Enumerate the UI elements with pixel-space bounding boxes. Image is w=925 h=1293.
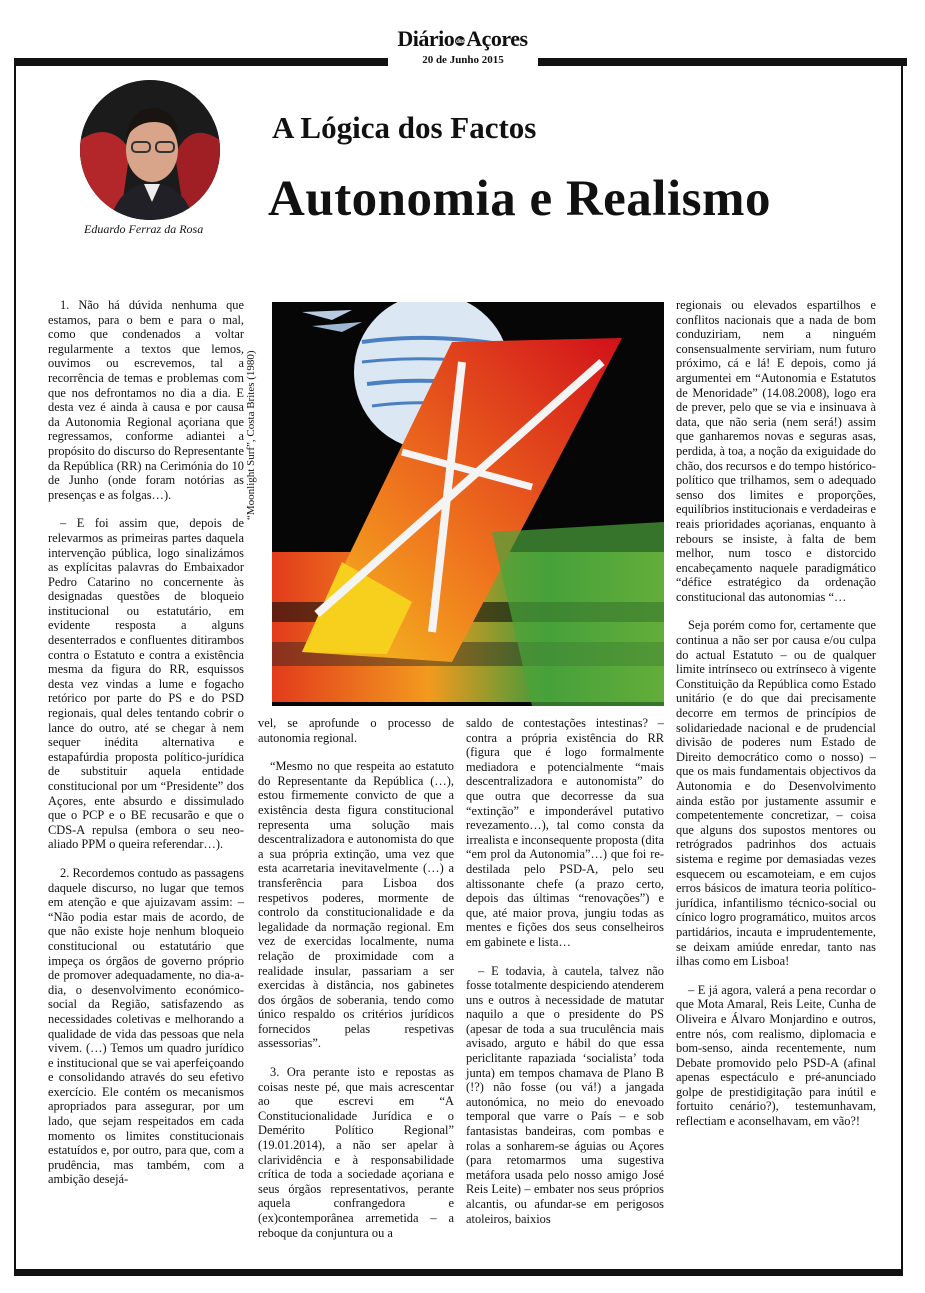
paragraph: saldo de contestações intestinas? – contra a própria existência do RR (figura que é logo formalmente mediadora e potencialmente “mais descentralizadora e autonomista” do que outra que decorresse da sua “extinção” e imponderável putativo revezamento…), tal como consta da irrealista e inconsequente proposta (dita “em prol da Autonomia”…) que foi re-destilada pelo PSD-A, pelo seu altissonante chefe (a prazo certo, depois das últimas “renovações”) e que, até maior prova, jungiu todas as mentes e fições dos seus conselheiros em gabinete e lista… (466, 716, 664, 949)
newspaper-masthead: Diário dosAçores (397, 26, 528, 51)
text-column-3 (466, 716, 664, 1240)
paragraph: regionais ou elevados espartilhos e conflitos nacionais que a nada de bom conduziriam, nem a ninguém consensualmente serviriam, num futuro próximo, cá e lá! E depois, como já argumentei em “Autonomia e Estatutos de Menoridade” (14.08.2008), logo era de prever, pelo que se via e insinuava à data, que não seria (nem será!) assim que ganharemos novas e seguras asas, perdida, à toa, a noção da exiguidade do chão, dos recursos e do tempo histórico-político que trilhamos, sem o adequado senso dos limites e proporções, equilíbrios institucionais e verdadeiras e reais prioridades açorianas, enquanto à rebours se insiste, à falta de bem melhor, num tosco e distorcido encabeçamento naquele paradigmático “défice estratégico da ordenação constitucional das autonomias “… (676, 298, 876, 604)
paragraph: – E foi assim que, depois de relevarmos as primeiras partes daquela intervenção pública, logo sinalizámos as explícitas palavras do Embaixador Pedro Catarino no concernente às designadas questões de bloqueio institucional ou estatutário, em evidente resposta a alguns desenterrados e confluentes ditirambos contra o Estatuto e contra a existência mesma da figura do RR, esquissos desta vez vindas a lume e fogacho retórico por parte do PS e do PSD regionais, qual deles tentando cobrir o lance do outro, até se chegar à nem sequer inédita alternativa e estapafúrdia proposta político-jurídica de substituir aquela entidade constitucional por um “Presidente” dos Açores, ente absurdo e dissimulado que o PCP e o BE recusarão e que o CDS-A repulsa (embora o seu neo-aliado PPM o queira referendar…). (48, 516, 244, 852)
author-name: Eduardo Ferraz da Rosa (84, 222, 204, 236)
paragraph: Seja porém como for, certamente que continua a não ser por causa e/ou culpa do actual Estatuto – ou de qualquer limite intrínseco ou extrínseco à vigente Constituição da República como Estado unitário (e do que dai precisamente decorre em termos de princípios de solidariedade nacional e de prudencial divisão de poderes num Estado de Direito democrático como o nosso) – que os mais fundamentais objectivos da Autonomia e do Desenvolvimento ainda estão por justamente assumir e competentemente concretizar, – coisa que alguns dos supostos mentores ou retrógrados padrinhos dos actuais sistema e regime por demasiadas vezes esquecem ou escamoteiam, e em cujos erros básicos de imatura teoria político-jurídica, infantilismo técnico-social ou cínico logro programático, muitos arcos partidários, incauta e imprudentemente, se deixam amiúde enredar, tanto nas ilhas como em Lisboa! (676, 618, 876, 969)
paragraph: – E já agora, valerá a pena recordar o que Mota Amaral, Reis Leite, Cunha de Oliveira e Álvaro Monjardino e outros, entre nós, com realismo, diplomacia e bom-senso, ainda recentemente, num Debate promovido pelo PSD-A (afinal apenas espectáculo e pré-anunciado golpe de prestidigitação para inútil e fortuito cenário?), testemunhavam, reflectiam e aconselhavam, em vão?! (676, 982, 876, 1129)
text-column-1 (48, 298, 244, 1201)
text-column-4 (676, 298, 876, 1143)
paragraph: vel, se aprofunde o processo de autonomia regional. (258, 716, 454, 745)
dos-emblem: dos (455, 36, 465, 45)
paragraph: – E todavia, à cautela, talvez não fosse totalmente despiciendo atenderem uns e outros à necessidade de matutar naquilo a que o presidente do PS (apesar de toda a sua truculência mais avisado, arguto e hábil do que essa periclitante rapaziada ‘socialista’ toda junta) em tempos chamava de Plano B (!?) não fosse (ou vá!) a jangada autonómica, no meio do enevoado temporal que varre o País – e sob fantasistas bandeiras, com pombas e rolas a sonharem-se águias ou Açores (para retomarmos uma sugestiva metáfora usada pelo nosso amigo José Reis Leite) – embater nos seus próprios alcantis, ou afundar-se em perigosos atoleiros, baixios (466, 963, 664, 1226)
column-title: A Lógica dos Factos (272, 110, 537, 145)
paragraph: 1. Não há dúvida nenhuma que estamos, para o bem e para o mal, como que condenados a voltar regularmente a textos que lemos, ouvimos ou escrevemos, tal a recorrência de temas e problemas com que nos defrontamos no dia a dia. E desta vez é ainda à causa e por causa da Autonomia Regional açoriana que regressamos, conforme adiantei a propósito do discurso do Representante da República (RR) na Cerimónia do 10 de Junho (onde foram notórias as presenças e as folgas…). (48, 298, 244, 502)
article-headline: Autonomia e Realismo (268, 171, 771, 227)
image-caption: “Moonlight Surf”, Costa Brites (1980) (245, 350, 257, 520)
paragraph: 2. Recordemos contudo as passagens daquele discurso, no lugar que temos em atenção e que ajuizavam assim: – “Não podia estar mais de acordo, de que não existe hoje nenhum bloqueio constitucional ou estatutário que impeça os órgãos de governo próprio de promover adequadamente, no dia-a-dia, o desenvolvimento económico-social da Região, satisfazendo as necessidades coletivas e melhorando a qualidade de vida das pessoas que nela vivem. (…) Temos um quadro jurídico e institucional que se vai aperfeiçoando e consolidando através do seu efetivo exercício. Ele contém os mecanismos apropriados para assegurar, por um lado, que sejam respeitados em cada momento os limites constitucionais estatuídos e, por outro, para que, com a prudência, mas também, com a ambição desejá- (48, 865, 244, 1187)
paragraph: 3. Ora perante isto e repostas as coisas neste pé, que mais acrescentar ao que escrevi em “A Constitucionalidade Jurídica e o Demérito Político Regional” (19.01.2014), a não ser apelar à clarividência e à responsabilidade crítica de toda a sociedade açoriana e seus órgãos representativos, perante aquela confrangedora e (ex)contemporânea arremetida – a reboque da conjuntura ou a (258, 1065, 454, 1240)
issue-date: 20 de Junho 2015 (388, 54, 538, 66)
text-column-2 (258, 716, 454, 1254)
artwork-image (272, 302, 664, 706)
author-photo (80, 80, 220, 220)
paragraph: “Mesmo no que respeita ao estatuto do Representante da República (…), estou firmemente convicto de que a existência desta figura constitucional representa uma solução mais descentralizadora e autonomista do que a sua própria extinção, uma vez que esta acarretaria inevitavelmente (…) a transferência para Lisboa dos respetivos poderes, mormente de controlo da constitucionalidade e da legalidade da normação regional. Em vez de exercidas localmente, numa relação de proximidade com a realidade insular, passariam a ser exercidas à distância, nos gabinetes dos órgãos de soberania, tendo como único respaldo os critérios jurídicos fornecidos pelas respetivas assessorias”. (258, 759, 454, 1051)
